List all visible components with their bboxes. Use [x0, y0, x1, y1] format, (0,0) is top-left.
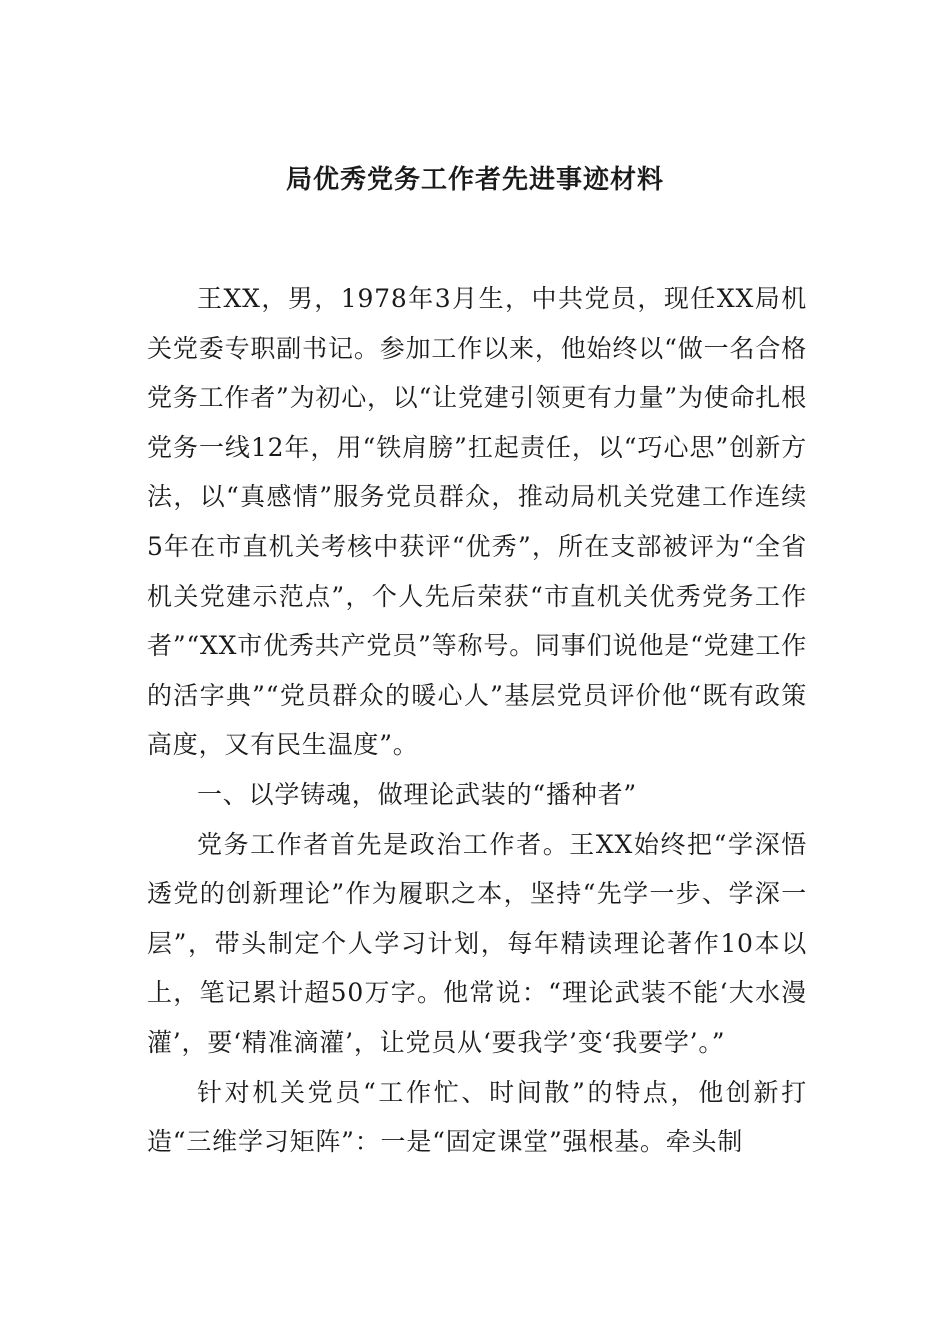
paragraph-section-1: 党务工作者首先是政治工作者。王XX始终把“学深悟透党的创新理论”作为履职之本，坚持“先学一步、学深一层”，带头制定个人学习计划，每年精读理论著作10本以上，笔记累计超50万字。他常说：“理论武装不能‘大水漫灌’，要‘精准滴灌’，让党员从‘要我学’变‘我要学’。” [147, 829, 807, 1057]
paragraph-learning-matrix: 针对机关党员“工作忙、时间散”的特点，他创新打造“三维学习矩阵”：一是“固定课堂”强根基。牵头制 [147, 1077, 807, 1157]
document-body [147, 274, 807, 1167]
section-heading-1: 一、以学铸魂，做理论武装的“播种者” [197, 779, 637, 809]
paragraph-intro: 王XX，男，1978年3月生，中共党员，现任XX局机关党委专职副书记。参加工作以来，他始终以“做一名合格党务工作者”为初心，以“让党建引领更有力量”为使命扎根党务一线12年，用“铁肩膀”扛起责任，以“巧心思”创新方法，以“真感情”服务党员群众，推动局机关党建工作连续5年在市直机关考核中获评“优秀”，所在支部被评为“全省机关党建示范点”，个人先后荣获“市直机关优秀党务工作者”“XX市优秀共产党员”等称号。同事们说他是“党建工作的活字典”“党员群众的暖心人”基层党员评价他“既有政策高度，又有民生温度”。 [147, 284, 807, 760]
document-title: 局优秀党务工作者先进事迹材料 [285, 165, 664, 195]
